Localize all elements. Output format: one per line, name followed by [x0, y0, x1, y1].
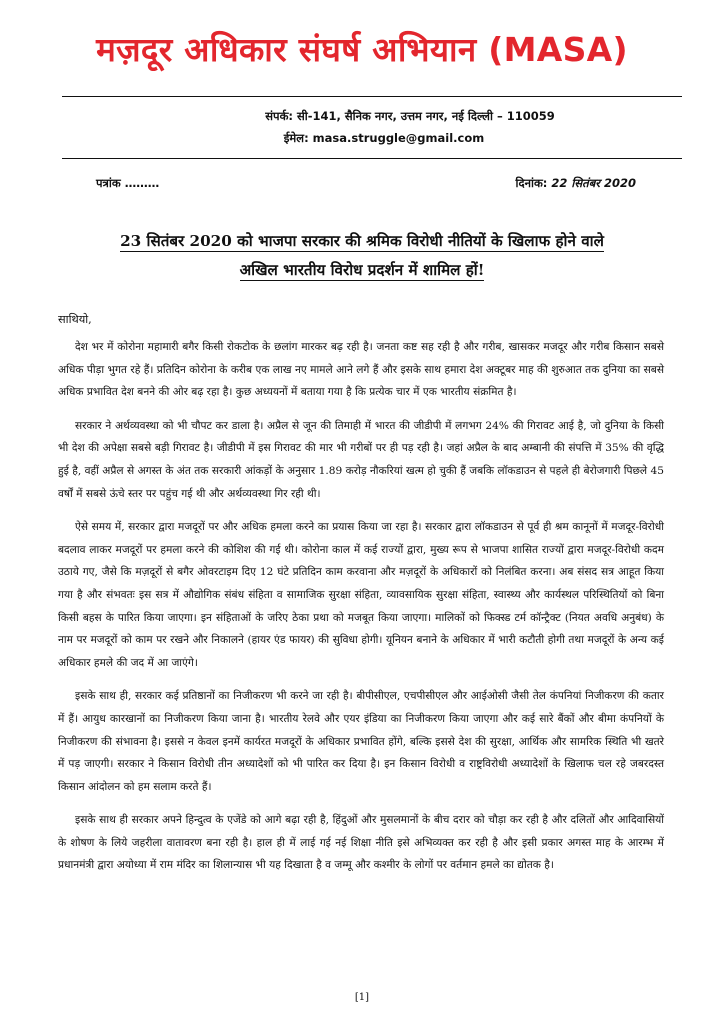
paragraph: इसके साथ ही सरकार अपने हिन्दुत्व के एजेंडे को आगे बढ़ा रही है, हिंदुओं और मुसलमानों के बीच दरार को चौड़ा कर रही है और दलितों और आदिवासियों के शोषण के लिये जहरीला वातावरण बना रही है। हाल ही में लाई गई नई शिक्षा नीति इसे अभिव्यक्त कर रही है और इसी प्रकार अगस्त माह के आरम्भ में प्रधानमंत्री द्वारा अयोध्या में राम मंदिर का शिलान्यास भी यह दिखाता है व जम्मू और कश्मीर के लोगों पर वर्तमान हमले का द्योतक है।: [58, 814, 664, 872]
letter-number: पत्रांक ………: [96, 176, 160, 190]
letter-body: [58, 336, 664, 888]
headline-text-1: 23 सितंबर 2020 को भाजपा सरकार की श्रमिक विरोधी नीतियों के खिलाफ होने वाले: [120, 232, 604, 250]
header-rule-top: [62, 96, 682, 97]
page-number: [1]: [354, 992, 370, 1003]
headline-line-2: [40, 258, 684, 282]
date-label: दिनांक:: [515, 176, 552, 190]
organization-title: मज़दूर अधिकार संघर्ष अभियान (MASA): [96, 30, 628, 69]
paragraph: इसके साथ ही, सरकार कई प्रतिष्ठानों का निजीकरण भी करने जा रही है। बीपीसीएल, एचपीसीएल और आईओसी जैसी तेल कंपनियां निजीकरण की कतार में हैं। आयुध कारखानों का निजीकरण किया जाना है। भारतीय रेलवे और एयर इंडिया का निजीकरण किया जाएगा और कई सारे बैंकों और बीमा कंपनियों के निजीकरण की संभावना है। इससे न केवल इनमें कार्यरत मजदूरों के अधिकार प्रभावित होंगे, बल्कि इससे देश की सुरक्षा, आर्थिक और सामरिक स्थिति भी खतरे में पड़ जाएगी। सरकार ने किसान विरोधी तीन अध्यादेशों को भी पारित कर दिया है। इन किसान विरोधी व राष्ट्रविरोधी अध्यादेशों के खिलाफ चल रहे जबरदस्त किसान आंदोलन को हम सलाम करते हैं।: [58, 690, 664, 793]
headline-line-1: [40, 229, 684, 253]
contact-email: ईमेल: masa.struggle@gmail.com: [283, 131, 485, 145]
paragraph: ऐसे समय में, सरकार द्वारा मजदूरों पर और अधिक हमला करने का प्रयास किया जा रहा है। सरकार द्वारा लॉकडाउन से पूर्व ही श्रम कानूनों में मजदूर-विरोधी बदलाव लाकर मजदूरों पर हमला करने की कोशिश की गई थी। कोरोना काल में कई राज्यों द्वारा, मुख्य रूप से भाजपा शासित राज्यों द्वारा मजदूर-विरोधी कदम उठाये गए, जैसे कि मज़दूरों से बगैर ओवरटाइम दिए 12 घंटे प्रतिदिन काम करवाना और मज़दूरों के अधिकारों को निलंबित करना। अब संसद सत्र आहूत किया गया है और संभवतः इस सत्र में औद्योगिक संबंध संहिता व सामाजिक सुरक्षा संहिता, व्यावसायिक सुरक्षा संहिता, स्वास्थ्य और कार्यस्थल परिस्थितियों को बिना किसी बहस के पारित किया जाएगा। इन संहिताओं के जरिए ठेका प्रथा को मजबूत किया जाएगा। मालिकों को फिक्स्ड टर्म कॉन्ट्रैक्ट (नियत अवधि अनुबंध) के नाम पर मजदूरों को काम पर रखने और निकालने (हायर एंड फायर) की सुविधा होगी। यूनियन बनाने के अधिकार में भारी कटौती होगी तथा मजदूरों के अन्य कई अधिकार हमले की जद में आ जाएंगे।: [58, 521, 664, 669]
reference-line: [96, 176, 636, 194]
contact-address: संपर्क: सी-141, सैनिक नगर, उत्तम नगर, नई दिल्ली – 110059: [265, 109, 555, 123]
paragraph: देश भर में कोरोना महामारी बगैर किसी रोकटोक के छलांग मारकर बढ़ रही है। जनता कष्ट सह रही है और गरीब, खासकर मजदूर और गरीब किसान सबसे अधिक पीड़ा भुगत रहे हैं। प्रतिदिन कोरोना के करीब एक लाख नए मामले आने लगे हैं और इसके साथ हमारा देश अक्टूबर माह की शुरुआत तक दुनिया का सबसे अधिक प्रभावित देश बनने की ओर बढ़ रहा है। कुछ अध्ययनों में बताया गया है कि प्रत्येक चार में एक भारतीय संक्रमित है।: [58, 341, 664, 399]
date-value: 22 सितंबर 2020: [551, 176, 636, 190]
paragraph: सरकार ने अर्थव्यवस्था को भी चौपट कर डाला है। अप्रैल से जून की तिमाही में भारत की जीडीपी में लगभग 24% की गिरावट आई है, जो दुनिया के किसी भी देश की अपेक्षा सबसे बड़ी गिरावट है। जीडीपी में इस गिरावट की मार भी गरीबों पर ही पड़ रही है। जहां अप्रैल के बाद अम्बानी की संपत्ति में 35% की वृद्धि हुई है, वहीं अप्रैल से अगस्त के अंत तक सरकारी आंकड़ों के अनुसार 1.89 करोड़ नौकरियां खत्म हो चुकी हैं जबकि लॉकडाउन से पहले ही बेरोजगारी पिछले 45 वर्षों में सबसे ऊंचे स्तर पर पहुंच गई थी और अर्थव्यवस्था गिर रही थी।: [58, 419, 664, 500]
header-rule-bottom: [62, 158, 682, 159]
headline-text-2: अखिल भारतीय विरोध प्रदर्शन में शामिल हों!: [239, 261, 485, 279]
salutation: साथियो,: [58, 313, 92, 326]
letter-date: [516, 176, 637, 191]
